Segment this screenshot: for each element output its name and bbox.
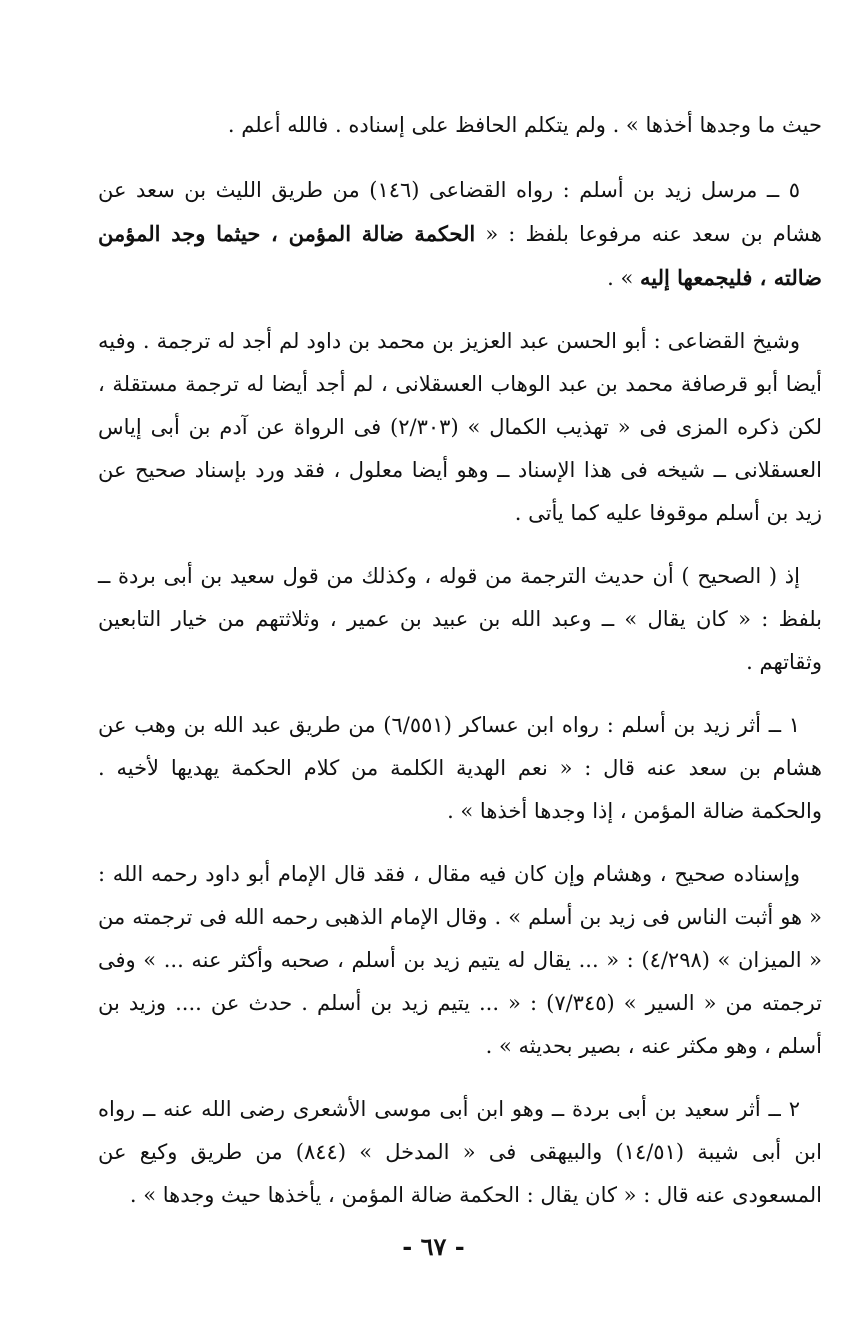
paragraph-3: وشيخ القضاعى : أبو الحسن عبد العزيز بن محمد بن داود لم أجد له ترجمة . وفيه أيضا أبو قرصافة محمد بن عبد الوهاب العسقلانى ، لم أجد أيضا له ترجمة مستقلة ، لكن ذكره المزى فى « تهذيب الكمال » (٢/٣٠٣) فى الرواة عن آدم بن أبى إياس العسقلانى ــ شيخه فى هذا الإسناد ــ وهو أيضا معلول ، فقد ورد بإسناد صحيح عن زيد بن أسلم موقوفا عليه كما يأتى .: [98, 329, 822, 525]
paragraph-2: [98, 169, 822, 300]
paragraph-6: وإسناده صحيح ، وهشام وإن كان فيه مقال ، فقد قال الإمام أبو داود رحمه الله : « هو أثبت الناس فى زيد بن أسلم » . وقال الإمام الذهبى رحمه الله فى ترجمته من « الميزان » (٤/٢٩٨) : « ... يقال له يتيم زيد بن أسلم ، صحبه وأكثر عنه ... » وفى ترجمته من « السير » (٧/٣٤٥) : « ... يتيم زيد بن أسلم . حدث عن .... وزيد بن أسلم ، وهو مكثر عنه ، بصير بحديثه » .: [98, 862, 823, 1058]
paragraph-2-hadith-bold: الحكمة ضالة المؤمن ، حيثما وجد المؤمن ضالته ، فليجمعها إليه: [98, 221, 822, 290]
paragraph-4: إذ ( الصحيح ) أن حديث الترجمة من قوله ، وكذلك من قول سعيد بن أبى بردة ــ بلفظ : « كان يقال » ــ وعبد الله بن عبيد بن عمير ، وثلاثتهم من خيار التابعين وثقاتهم .: [98, 564, 822, 674]
page-number: - ٦٧ -: [402, 1232, 465, 1261]
paragraph-7: ٢ ــ أثر سعيد بن أبى بردة ــ وهو ابن أبى موسى الأشعرى رضى الله عنه ــ رواه ابن أبى شيبة (١٤/٥١) والبيهقى فى « المدخل » (٨٤٤) من طريق وكيع عن المسعودى عنه قال : « كان يقال : الحكمة ضالة المؤمن ، يأخذها حيث وجدها » .: [98, 1097, 822, 1207]
paragraph-5: ١ ــ أثر زيد بن أسلم : رواه ابن عساكر (٦/٥٥١) من طريق عبد الله بن وهب عن هشام بن سعد عنه قال : « نعم الهدية الكلمة من كلام الحكمة يهديها لأخيه . والحكمة ضالة المؤمن ، إذا وجدها أخذها » .: [98, 713, 822, 823]
paragraph-1: حيث ما وجدها أخذها » . ولم يتكلم الحافظ على إسناده . فالله أعلم .: [227, 113, 822, 137]
page-body: [98, 104, 822, 1237]
paragraph-2-text: ٥ ــ مرسل زيد بن أسلم : رواه القضاعى (١٤٦) من طريق الليث بن سعد عن هشام بن سعد عنه مرفوعا بلفظ : «: [98, 178, 822, 246]
paragraph-2-end: » .: [607, 266, 640, 290]
